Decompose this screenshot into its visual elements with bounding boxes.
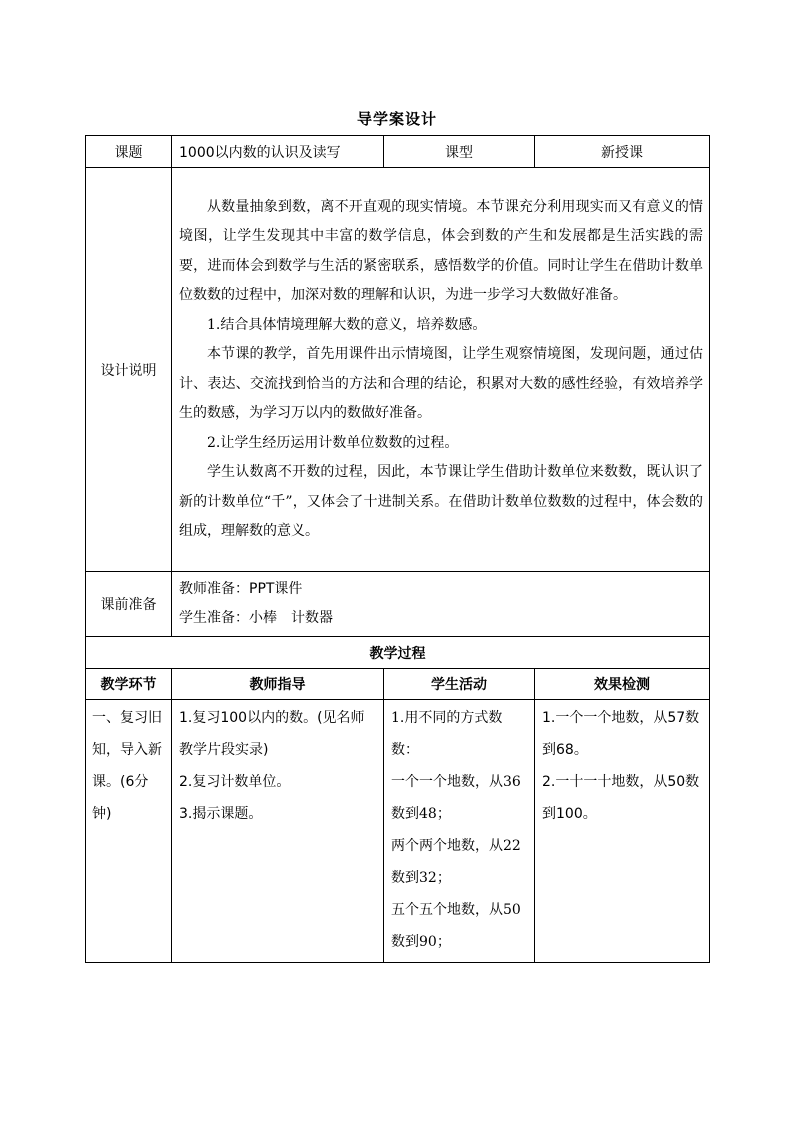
student-step: 1.用不同的方式数数： [391, 710, 503, 758]
prep-label: 课前准备 [86, 572, 172, 637]
process-title-row [86, 637, 710, 669]
student-step: 一个一个地数，从36数到48； [391, 774, 521, 822]
type-value: 新授课 [535, 136, 710, 168]
stage-cell [86, 700, 172, 963]
process-title: 教学过程 [86, 637, 710, 669]
process-header-row [86, 669, 710, 700]
stage-text: 一、复习旧知，导入新课。(6分钟) [92, 710, 162, 822]
effect-check-cell [535, 700, 710, 963]
design-paragraph: 2.让学生经历运用计数单位数数的过程。 [207, 434, 459, 451]
header-row [86, 136, 710, 168]
column-header: 学生活动 [384, 669, 535, 700]
check-item: 2.一十一十地数，从50数到100。 [542, 774, 700, 822]
page-title: 导学案设计 [356, 110, 437, 128]
check-item: 1.一个一个地数，从57数到68。 [542, 710, 700, 758]
design-row [86, 168, 710, 572]
topic-value: 1000以内数的认识及读写 [172, 136, 384, 168]
student-activity-cell [384, 700, 535, 963]
design-paragraph: 学生认数离不开数的过程，因此，本节课让学生借助计数单位来数数，既认识了新的计数单位“千”，又体会了十进制关系。在借助计数单位数数的过程中，体会数的组成，理解数的意义。 [179, 464, 703, 539]
design-paragraph: 从数量抽象到数，离不开直观的现实情境。本节课充分利用现实而又有意义的情境图，让学生发现其中丰富的数学信息，体会到数的产生和发展都是生活实践的需要，进而体会到数学与生活的紧密联系，感悟数学的价值。同时让学生在借助计数单位数数的过程中，加深对数的理解和认识，为进一步学习大数做好准备。 [179, 198, 703, 303]
design-paragraph: 本节课的教学，首先用课件出示情境图，让学生观察情境图，发现问题，通过估计、表达、交流找到恰当的方法和合理的结论，积累对大数的感性经验，有效培养学生的数感，为学习万以内的数做好准备。 [179, 346, 703, 421]
student-prep: 学生准备：小棒 计数器 [179, 610, 333, 626]
lesson-plan-table [85, 135, 710, 963]
column-header: 教师指导 [172, 669, 384, 700]
student-step: 两个两个地数，从22数到32； [391, 838, 521, 886]
prep-content [172, 572, 710, 637]
teacher-guide-cell [172, 700, 384, 963]
teacher-step: 1.复习100以内的数。(见名师教学片段实录) [179, 710, 365, 758]
column-header: 效果检测 [535, 669, 710, 700]
design-content [172, 168, 710, 572]
teacher-step: 2.复习计数单位。 [179, 774, 291, 790]
teacher-step: 3.揭示课题。 [179, 806, 263, 822]
design-paragraph: 1.结合具体情境理解大数的意义，培养数感。 [207, 316, 487, 333]
prep-row [86, 572, 710, 637]
topic-label: 课题 [86, 136, 172, 168]
design-label: 设计说明 [86, 168, 172, 572]
teacher-prep: 教师准备：PPT课件 [179, 581, 303, 597]
student-step: 五个五个地数，从50数到90； [391, 902, 521, 950]
column-header: 教学环节 [86, 669, 172, 700]
process-row [86, 700, 710, 963]
type-label: 课型 [384, 136, 535, 168]
